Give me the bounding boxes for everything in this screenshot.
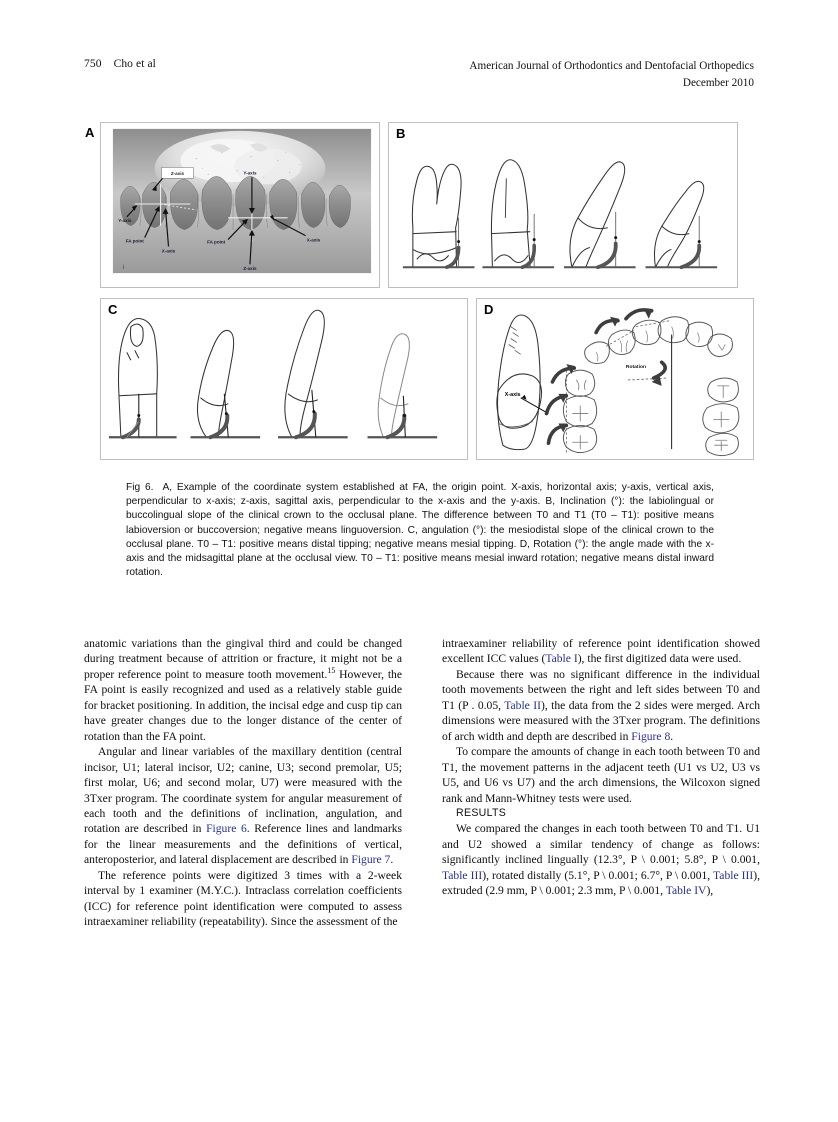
xref-figure-8[interactable]: Figure 8 [631, 729, 671, 743]
panel-a-label-fa-point-right: FA point [207, 239, 226, 245]
right-column [442, 636, 760, 930]
right-p4-text-a: We compared the changes in each tooth between T0 and T1. U1 and U2 showed a similar tendency of change as follows: significantly inclined lingually (12.3°, P \ 0.001; 5.8°, P \ 0.001, [442, 822, 760, 867]
running-head-right [469, 58, 754, 92]
panel-a-label-y-axis-left: Y-axis [118, 217, 132, 223]
panel-a-label-fa-point-left: FA point [125, 238, 144, 244]
xref-table-4[interactable]: Table IV [665, 884, 707, 898]
figure-6 [84, 122, 754, 460]
svg-text:i: i [122, 265, 125, 272]
xref-figure-7[interactable]: Figure 7 [351, 853, 391, 867]
running-head [84, 58, 754, 92]
right-paragraph-4 [442, 821, 760, 898]
panel-b-label: B [396, 126, 406, 141]
right-p2-text-b: ), the data from the 2 sides were merged. Arch dimensions were measured with the 3Txer program. The definitions of arch width and depth are described in [442, 698, 761, 743]
journal-title: American Journal of Orthodontics and Dentofacial Orthopedics [469, 60, 754, 72]
left-paragraph-1 [84, 636, 402, 744]
figure-caption-number: Fig 6. [126, 482, 154, 493]
panel-c-label: C [108, 302, 118, 317]
panel-b-graphic [389, 123, 737, 287]
right-p1-text-a: intraexaminer reliability of reference point identification showed excellent ICC values ( [442, 637, 760, 666]
right-paragraph-2 [442, 667, 760, 744]
xref-table-2[interactable]: Table II [504, 698, 541, 712]
right-paragraph-1 [442, 636, 760, 667]
running-head-authors: Cho et al [113, 58, 156, 70]
xref-table-3-b[interactable]: Table III [713, 868, 754, 882]
figure-panel-d [476, 298, 754, 460]
left-p1-text-b: However, the FA point is easily recognized and used as a relatively stable guide for bracket positioning. In addition, the incisal edge and cusp tip can have greater changes due to the longer distance of the center of rotation than the FA point. [84, 667, 402, 743]
panel-d-graphic [477, 299, 753, 459]
running-head-left [84, 58, 156, 70]
figure-caption-text: A, Example of the coordinate system established at FA, the origin point. X-axis, horizontal axis; y-axis, vertical axis, perpendicular to x-axis; z-axis, sagittal axis, perpendicular to the x-axis and the y-axis. B, Inclination (°): the labiolingual or buccolingual slope of the clinical crown to the occlusal plane. The difference between T0 and T1 (T0 – T1): positive means labioversion or buccoversion; negative means linguoversion. C, angulation (°): the mesiodistal slope of the clinical crown to the occlusal plane. T0 – T1: positive means distal tipping; negative means mesial tipping. D, Rotation (°): the angle made with the x-axis and the midsagittal plane at the occlusal view. T0 – T1: positive means mesial inward rotation; negative means distal inward rotation. [126, 482, 714, 579]
figure-row-bottom [84, 298, 754, 460]
xref-table-1[interactable]: Table I [545, 652, 578, 666]
left-p1-text-a: anatomic variations than the gingival third and could be changed during treatment because of attrition or fracture, it might not be a proper reference point to measure tooth movement. [84, 637, 402, 681]
right-p2-text-c: . [670, 729, 674, 743]
right-p4-text-c: ), extruded (2.9 mm, P \ 0.001; 2.3 mm, P \ 0.001, [442, 868, 760, 898]
panel-d-label: D [484, 302, 494, 317]
left-p2-text-b: . Reference lines and landmarks for the linear measurements and the definitions of vertical, anteroposterior, and lateral displacement are described in [84, 822, 403, 867]
figure-panel-b [388, 122, 738, 288]
right-p4-text-b: ), rotated distally (5.1°, P \ 0.001; 6.7°, P \ 0.001, [482, 868, 714, 882]
panel-a-label-x-axis-right: X-axis [306, 237, 321, 243]
right-p4-text-d: ), [706, 884, 714, 898]
panel-d-label-rotation: Rotation [625, 365, 647, 371]
panel-a-label-z-axis-bottom: Z-axis [243, 266, 257, 272]
panel-a-label: A [85, 125, 95, 140]
issue-date: December 2010 [682, 76, 754, 89]
figure-caption [126, 481, 714, 580]
right-paragraph-3: To compare the amounts of change in each tooth between T0 and T1, the movement patterns in the adjacent teeth (U1 vs U2, U3 vs U5, and U6 vs U7) and the arch dimensions, the Wilcoxon signed rank and Mann-Whitney tests were used. [442, 745, 760, 805]
left-p2-text-c: . [390, 853, 394, 867]
left-column [84, 636, 402, 930]
panel-a-label-y-axis-top: Y-axis [243, 170, 257, 176]
panel-c-graphic [101, 299, 467, 459]
figure-row-top [84, 122, 754, 288]
figure-panel-c [100, 298, 468, 460]
citation-15: 15 [327, 666, 336, 676]
panel-a-label-z-axis-top: Z-axis [170, 170, 185, 176]
figure-panel-a [85, 122, 380, 288]
left-paragraph-3: The reference points were digitized 3 times with a 2-week interval by 1 examiner (M.Y.C.). Intraclass correlation coefficients (ICC) for reference point identification were computed to assess intraexaminer reliability (repeatability). Since the assessment of the [84, 868, 402, 929]
panel-a-graphic [101, 123, 379, 287]
left-p2-text-a: Angular and linear variables of the maxillary dentition (central incisor, U1; lateral incisor, U2; canine, U3; second premolar, U5; first molar, U6; and second molar, U7) were measured with the 3Txer program. The coordinate system for angular measurement of each tooth and the definitions of inclination, angulation, and rotation are described in [84, 745, 402, 836]
xref-table-3-a[interactable]: Table III [442, 868, 483, 882]
body-columns [84, 636, 760, 930]
panel-a-label-x-axis-left: X-axis [161, 248, 176, 254]
page-folio: 750 [84, 58, 102, 70]
left-paragraph-2 [84, 744, 402, 868]
section-heading-results: RESULTS [456, 806, 507, 819]
right-p1-text-b: ), the first digitized data were used. [577, 652, 742, 666]
right-p2-text-a: Because there was no significant difference in the individual tooth movements between the right and left sides between T0 and T1 (P . 0.05, [442, 667, 760, 712]
panel-d-label-x-axis: X-axis [504, 391, 521, 398]
xref-figure-6[interactable]: Figure 6 [206, 822, 247, 836]
